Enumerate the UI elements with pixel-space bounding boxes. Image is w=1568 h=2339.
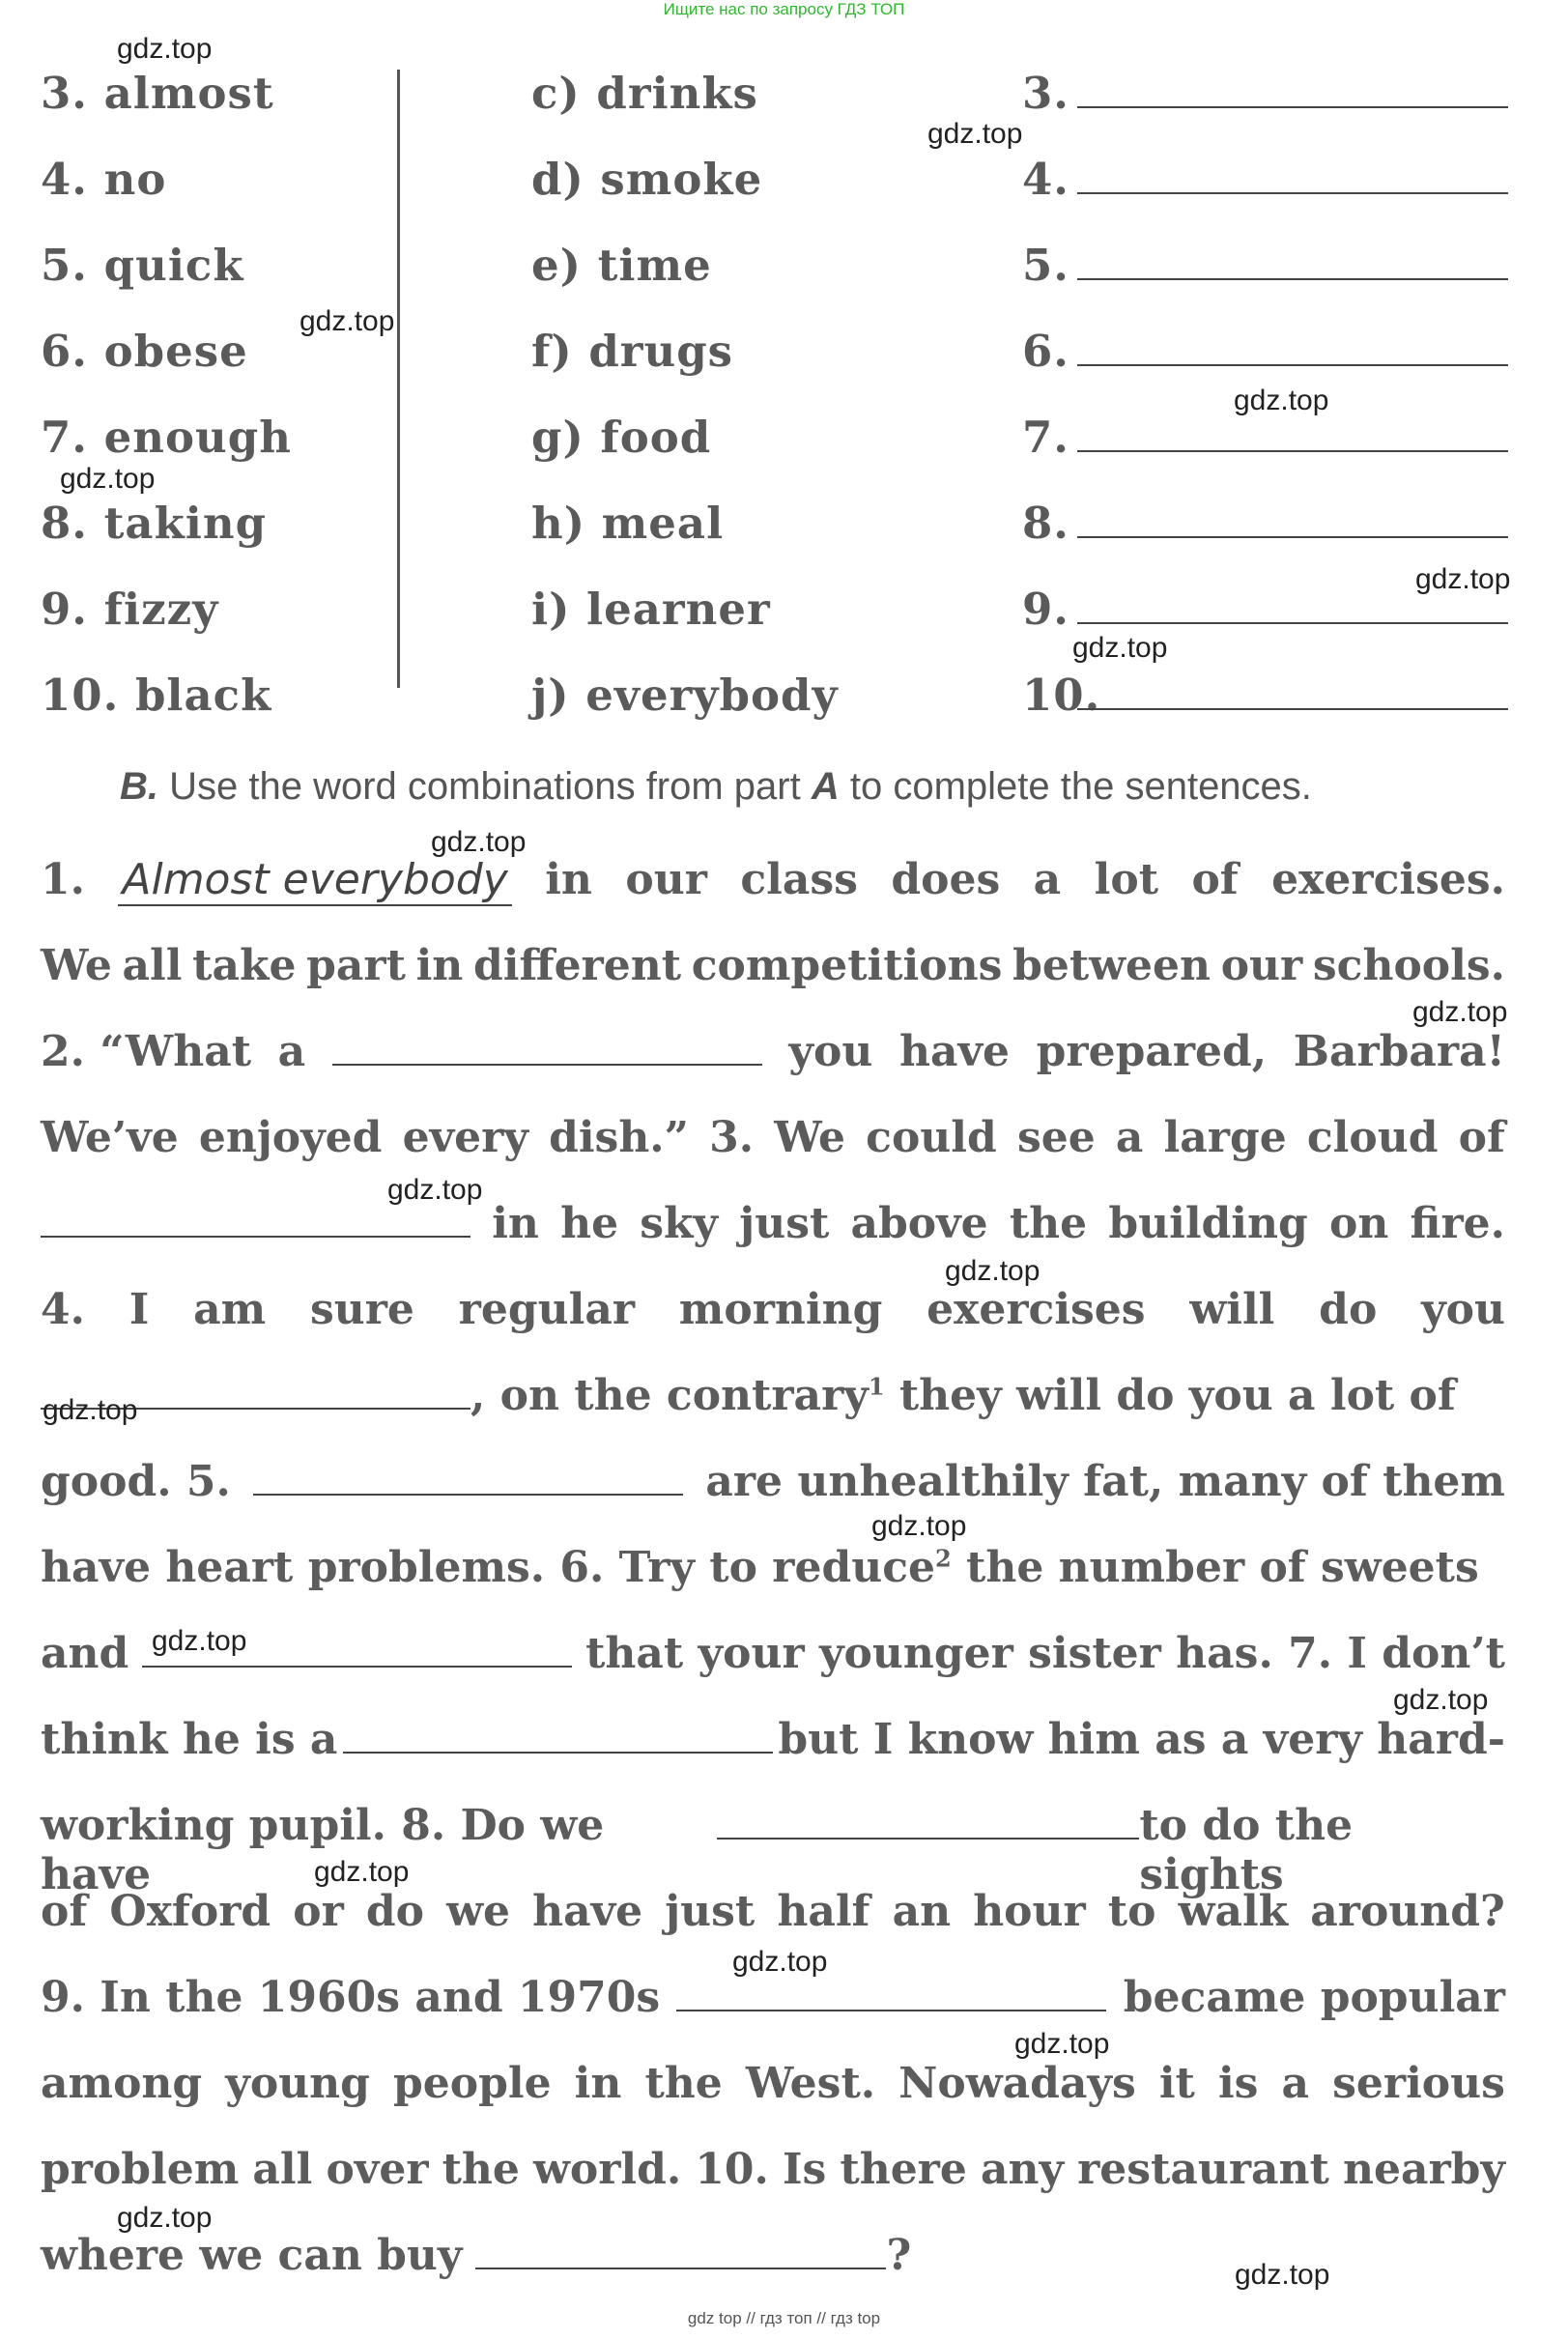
word: have [898,1027,1011,1076]
word: you [1421,1285,1505,1334]
text-fragment: 9. In the 1960s and 1970s [41,1973,661,2022]
word: do [365,1887,425,1936]
word: will [1189,1285,1275,1334]
answer-blank[interactable] [475,2268,886,2269]
watermark: gdz.top [117,33,213,65]
text-line [41,1457,1505,1544]
word: 3. [709,1113,755,1162]
word: an [892,1887,952,1936]
word: class [740,855,858,904]
word: our [625,855,707,904]
word: exercises. [1271,855,1505,904]
watermark: gdz.top [299,305,395,337]
answer-blank[interactable] [253,1494,683,1496]
watermark: gdz.top [387,1174,483,1206]
word: Nowadays [898,2059,1136,2108]
word: he [560,1199,619,1248]
col-a-item: 10. black [41,670,272,721]
text-fragment: became popular [1123,1973,1505,2022]
text-line [41,1199,1505,1286]
text-fragment: are unhealthily fat, many of them [705,1457,1505,1506]
text-line [41,1113,1505,1200]
watermark: gdz.top [945,1255,1041,1287]
word: different [472,941,682,990]
instr-text: Use the word combinations from part [158,765,812,808]
text-line [41,1973,1505,2060]
watermark: gdz.top [117,2202,213,2234]
word: of [1458,1113,1505,1162]
text-fragment: where we can buy [41,2231,463,2280]
word: 2. “What [41,1027,252,1076]
word: regular [458,1285,636,1334]
answer-blank[interactable] [1077,622,1508,624]
answer-blank[interactable] [343,1752,773,1754]
answer-blank[interactable] [41,1236,470,1238]
word: in [415,941,464,990]
word: hour [973,1887,1086,1936]
word: people [393,2059,552,2108]
word: part [306,941,406,990]
col-b-item: g) food [531,412,712,463]
word: We [774,1113,846,1162]
word: We [41,941,112,990]
answer-blank[interactable] [332,1064,762,1066]
word: is [1217,2059,1259,2108]
word: serious [1332,2059,1505,2108]
word: a [1115,1113,1144,1162]
word: competitions [691,941,1003,990]
word: lot [1094,855,1159,904]
sentence-number: 1. [41,855,85,904]
footnote-mark: 2 [935,1544,952,1573]
word: enjoyed [198,1113,383,1162]
answer-blank[interactable] [1077,536,1508,538]
text-fragment: , on the contrary$^1$ they will do you a lot of [470,1371,1456,1420]
answer-number: 7. [1022,412,1069,463]
word: West. [745,2059,876,2108]
word: am [193,1285,267,1334]
handwritten-answer: Almost everybody [118,855,511,906]
word: over [326,2145,429,2194]
word: We’ve [41,1113,179,1162]
word: the [644,2059,723,2108]
answer-number: 8. [1022,498,1069,549]
watermark: gdz.top [1393,1684,1489,1716]
word: dish.” [549,1113,689,1162]
word: on [1328,1199,1389,1248]
word: cloud [1306,1113,1439,1162]
text-line [41,2059,1505,2146]
word: we [446,1887,510,1936]
word: to [1107,1887,1156,1936]
word: there [840,2145,967,2194]
word: 4. [41,1285,85,1334]
word: a [277,1027,306,1076]
word: see [1016,1113,1096,1162]
text-fragment: but I know him as a very hard- [778,1715,1505,1764]
word: the [1009,1199,1088,1248]
word: does [891,855,1001,904]
text-fragment: have heart problems. 6. Try to reduce$^2$ the number of sweets [41,1543,1479,1592]
word: sky [640,1199,719,1248]
word: problem [41,2145,240,2194]
watermark: gdz.top [1235,2259,1330,2291]
text-line [41,1629,1505,1716]
watermark: gdz.top [1415,563,1511,595]
word: half [777,1887,870,1936]
word: do [1319,1285,1378,1334]
answer-blank[interactable] [717,1838,1139,1840]
text-fragment: think he is a [41,1715,338,1764]
text-line [41,1543,1505,1630]
answer-blank[interactable] [142,1666,572,1668]
answer-number: 9. [1022,584,1069,635]
watermark: gdz.top [871,1510,967,1542]
col-a-item: 3. almost [41,68,274,119]
word: walk [1178,1887,1289,1936]
word: you [788,1027,873,1076]
word: have [532,1887,643,1936]
col-a-item: 7. enough [41,412,292,463]
col-b-item: h) meal [531,498,725,549]
word: I [128,1285,150,1334]
col-a-item: 5. quick [41,240,244,291]
word: take [192,941,297,990]
answer-number: 6. [1022,326,1069,377]
word: of [1191,855,1239,904]
col-b-item: c) drinks [531,68,758,119]
word: world. [533,2145,682,2194]
watermark: gdz.top [1234,385,1329,416]
word: just [739,1199,830,1248]
word: all [252,2145,313,2194]
col-a-item: 8. taking [41,498,268,549]
word: prepared, [1036,1027,1268,1076]
word: our [1220,941,1303,990]
word: among [41,2059,203,2108]
column-divider [397,70,400,688]
word: any [980,2145,1065,2194]
word: in [492,1199,539,1248]
word: in [545,855,592,904]
answer-blank[interactable] [1077,106,1508,108]
bottom-banner: gdz top // гдз топ // гдз top [687,2309,881,2327]
instr-letter-a: A [811,765,840,808]
text-line [41,1801,1505,1899]
watermark: gdz.top [152,1625,247,1657]
text-line [41,855,1505,942]
word: a [1281,2059,1310,2108]
answer-blank[interactable] [1077,450,1508,452]
col-b-item: i) learner [531,584,771,635]
answer-blank[interactable] [1077,192,1508,194]
word: every [402,1113,528,1162]
word: schools. [1312,941,1505,990]
text-line [41,1027,1505,1114]
answer-number: 3. [1022,68,1069,119]
answer-blank[interactable] [1077,364,1508,366]
word: sure [309,1285,414,1334]
watermark: gdz.top [43,1394,138,1426]
word: restaurant [1077,2145,1329,2194]
answer-blank[interactable] [1077,278,1508,280]
col-b-item: e) time [531,240,712,291]
word: young [225,2059,370,2108]
word: Oxford [109,1887,271,1936]
col-a-item: 6. obese [41,326,248,377]
watermark: gdz.top [314,1856,410,1888]
text-fragment: to do the sights [1139,1801,1354,1899]
word: building [1108,1199,1308,1248]
text-fragment: and [41,1629,129,1678]
watermark: gdz.top [732,1946,828,1978]
text-fragment: that your younger sister has. 7. I don’t [585,1629,1505,1678]
answer-blank[interactable] [676,2010,1106,2011]
word: 10. [695,2145,769,2194]
watermark: gdz.top [431,826,527,858]
text-line [41,1371,1505,1458]
col-b-item: f) drugs [531,326,734,377]
answer-number: 5. [1022,240,1069,291]
footnote-mark: 1 [868,1372,885,1401]
top-banner: Ищите нас по запросу ГДЗ ТОП [663,0,905,18]
instr-letter-b: B. [120,765,158,808]
text-fragment: good. 5. [41,1457,231,1506]
watermark: gdz.top [1014,2028,1110,2060]
watermark: gdz.top [927,118,1023,150]
word: above [850,1199,988,1248]
answer-blank[interactable] [1077,708,1508,710]
word: or [293,1887,344,1936]
col-b-item: d) smoke [531,154,763,205]
word: of [41,1887,88,1936]
word: could [866,1113,997,1162]
col-b-item: j) everybody [531,670,839,721]
text-line [41,1285,1505,1372]
word: fire. [1410,1199,1505,1248]
watermark: gdz.top [1072,632,1168,664]
word: Is [782,2145,827,2194]
watermark: gdz.top [60,463,156,495]
text-fragment: ? [886,2231,912,2280]
word: exercises [927,1285,1146,1334]
answer-number: 4. [1022,154,1069,205]
word: Barbara! [1293,1027,1505,1076]
text-line [41,1715,1505,1802]
text-line [41,941,1508,1028]
word: in [574,2059,622,2108]
answer-number: 10. [1022,670,1101,721]
col-a-item: 4. no [41,154,167,205]
word: nearby [1342,2145,1505,2194]
word: around? [1310,1887,1505,1936]
word: between [1012,941,1212,990]
word: just [665,1887,755,1936]
col-a-item: 9. fizzy [41,584,219,635]
word: the [442,2145,520,2194]
word: it [1158,2059,1195,2108]
instr-text: to complete the sentences. [839,765,1312,808]
part-b-instruction [120,765,1312,809]
text-fragment: working pupil. 8. Do we have [41,1801,605,1899]
word: a [1033,855,1062,904]
text-line [41,2145,1505,2232]
word: morning [678,1285,883,1334]
word: large [1163,1113,1287,1162]
watermark: gdz.top [1412,996,1508,1028]
word: all [122,941,183,990]
